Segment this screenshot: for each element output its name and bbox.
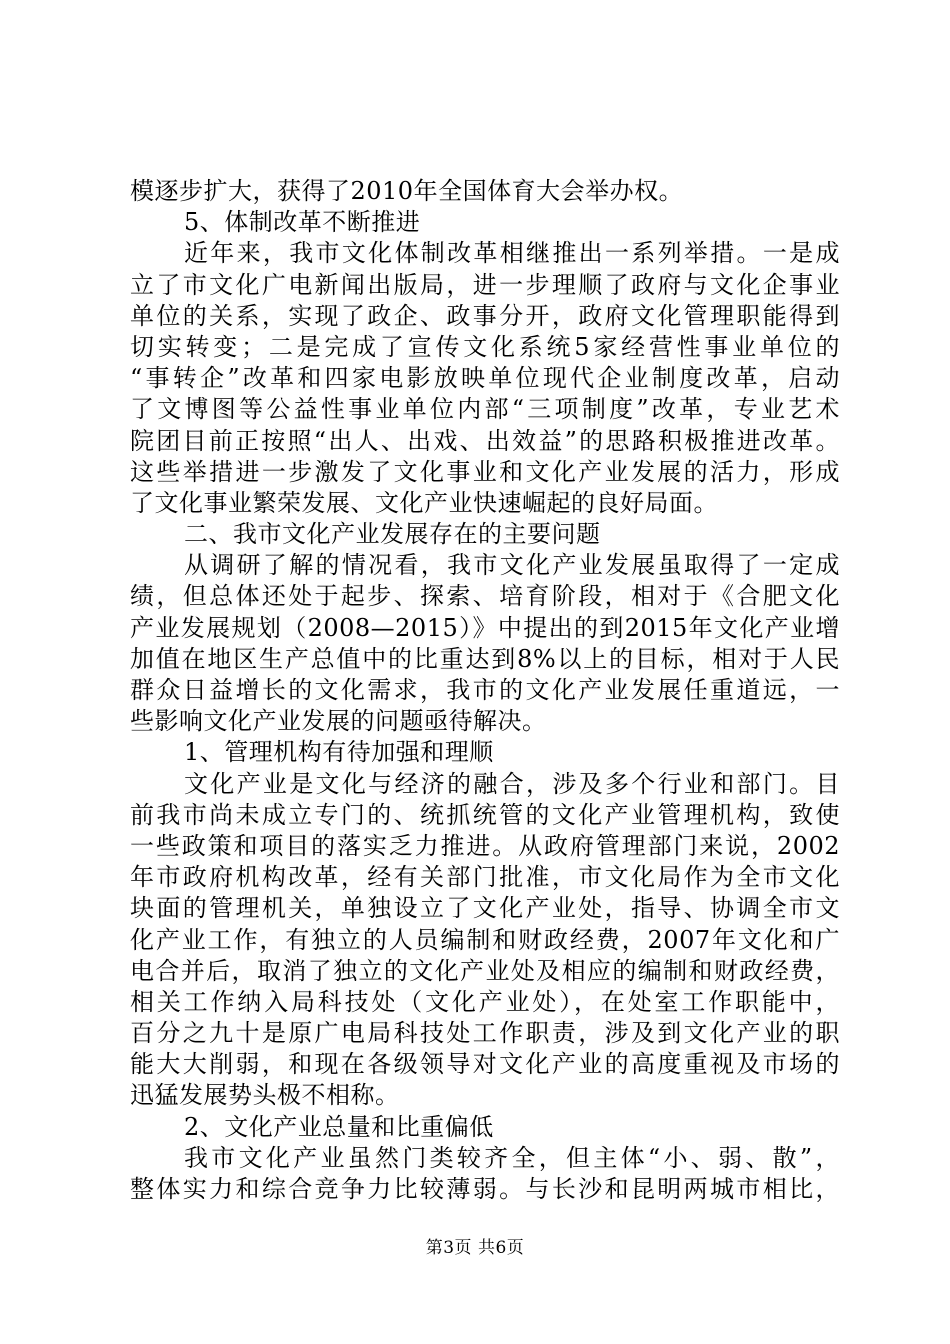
text-line: 加值在地区生产总值中的比重达到8%以上的目标，相对于人民 <box>130 644 840 673</box>
text-line: 立了市文化广电新闻出版局，进一步理顺了政府与文化企事业 <box>130 270 840 299</box>
text-line: 化产业工作，有独立的人员编制和财政经费，2007年文化和广 <box>130 925 840 954</box>
page-footer: 第3页 共6页 <box>425 1238 525 1258</box>
text-line: 块面的管理机关，单独设立了文化产业处，指导、协调全市文 <box>130 894 840 923</box>
text-line: 近年来，我市文化体制改革相继推出一系列举措。一是成 <box>184 239 840 268</box>
text-line: 这些举措进一步激发了文化事业和文化产业发展的活力，形成 <box>130 457 840 486</box>
section-heading: 二、我市文化产业发展存在的主要问题 <box>184 520 601 549</box>
text-line: 了文博图等公益性事业单位内部“三项制度”改革，专业艺术 <box>130 395 840 424</box>
document-body <box>130 176 840 1205</box>
text-line: 文化产业是文化与经济的融合，涉及多个行业和部门。目 <box>184 769 840 798</box>
text-line: 院团目前正按照“出人、出戏、出效益”的思路积极推进改革。 <box>130 426 840 455</box>
text-line: 电合并后，取消了独立的文化产业处及相应的编制和财政经费， <box>130 956 840 985</box>
text-line: 切实转变；二是完成了宣传文化系统5家经营性事业单位的 <box>130 332 840 361</box>
section-heading: 2、文化产业总量和比重偏低 <box>184 1112 494 1141</box>
text-line: 能大大削弱，和现在各级领导对文化产业的高度重视及市场的 <box>130 1050 840 1079</box>
text-line: 我市文化产业虽然门类较齐全，但主体“小、弱、散”， <box>184 1143 840 1172</box>
text-line: 群众日益增长的文化需求，我市的文化产业发展任重道远，一 <box>130 676 840 704</box>
text-line: 百分之九十是原广电局科技处工作职责，涉及到文化产业的职 <box>130 1019 840 1048</box>
text-line: 从调研了解的情况看，我市文化产业发展虽取得了一定成 <box>184 551 840 580</box>
text-line: 整体实力和综合竞争力比较薄弱。与长沙和昆明两城市相比， <box>130 1175 840 1203</box>
text-line: 年市政府机构改革，经有关部门批准，市文化局作为全市文化 <box>130 863 840 892</box>
text-line: 迅猛发展势头极不相称。 <box>130 1081 400 1110</box>
text-line: 相关工作纳入局科技处（文化产业处），在处室工作职能中， <box>130 987 840 1016</box>
text-line: 单位的关系，实现了政企、政事分开，政府文化管理职能得到 <box>130 301 840 330</box>
text-line: 了文化事业繁荣发展、文化产业快速崛起的良好局面。 <box>130 488 718 517</box>
text-line: 产业发展规划（2008—2015）》中提出的到2015年文化产业增 <box>130 613 840 642</box>
section-heading: 5、体制改革不断推进 <box>184 208 421 237</box>
text-line: “事转企”改革和四家电影放映单位现代企业制度改革，启动 <box>130 364 840 393</box>
text-line: 些影响文化产业发展的问题亟待解决。 <box>130 707 547 736</box>
text-line: 一些政策和项目的落实乏力推进。从政府管理部门来说，2002 <box>130 831 840 860</box>
text-line: 模逐步扩大，获得了2010年全国体育大会举办权。 <box>130 177 684 205</box>
section-heading: 1、管理机构有待加强和理顺 <box>184 738 494 767</box>
text-line: 绩，但总体还处于起步、探索、培育阶段，相对于《合肥文化 <box>130 582 840 611</box>
text-line: 前我市尚未成立专门的、统抓统管的文化产业管理机构，致使 <box>130 800 840 829</box>
